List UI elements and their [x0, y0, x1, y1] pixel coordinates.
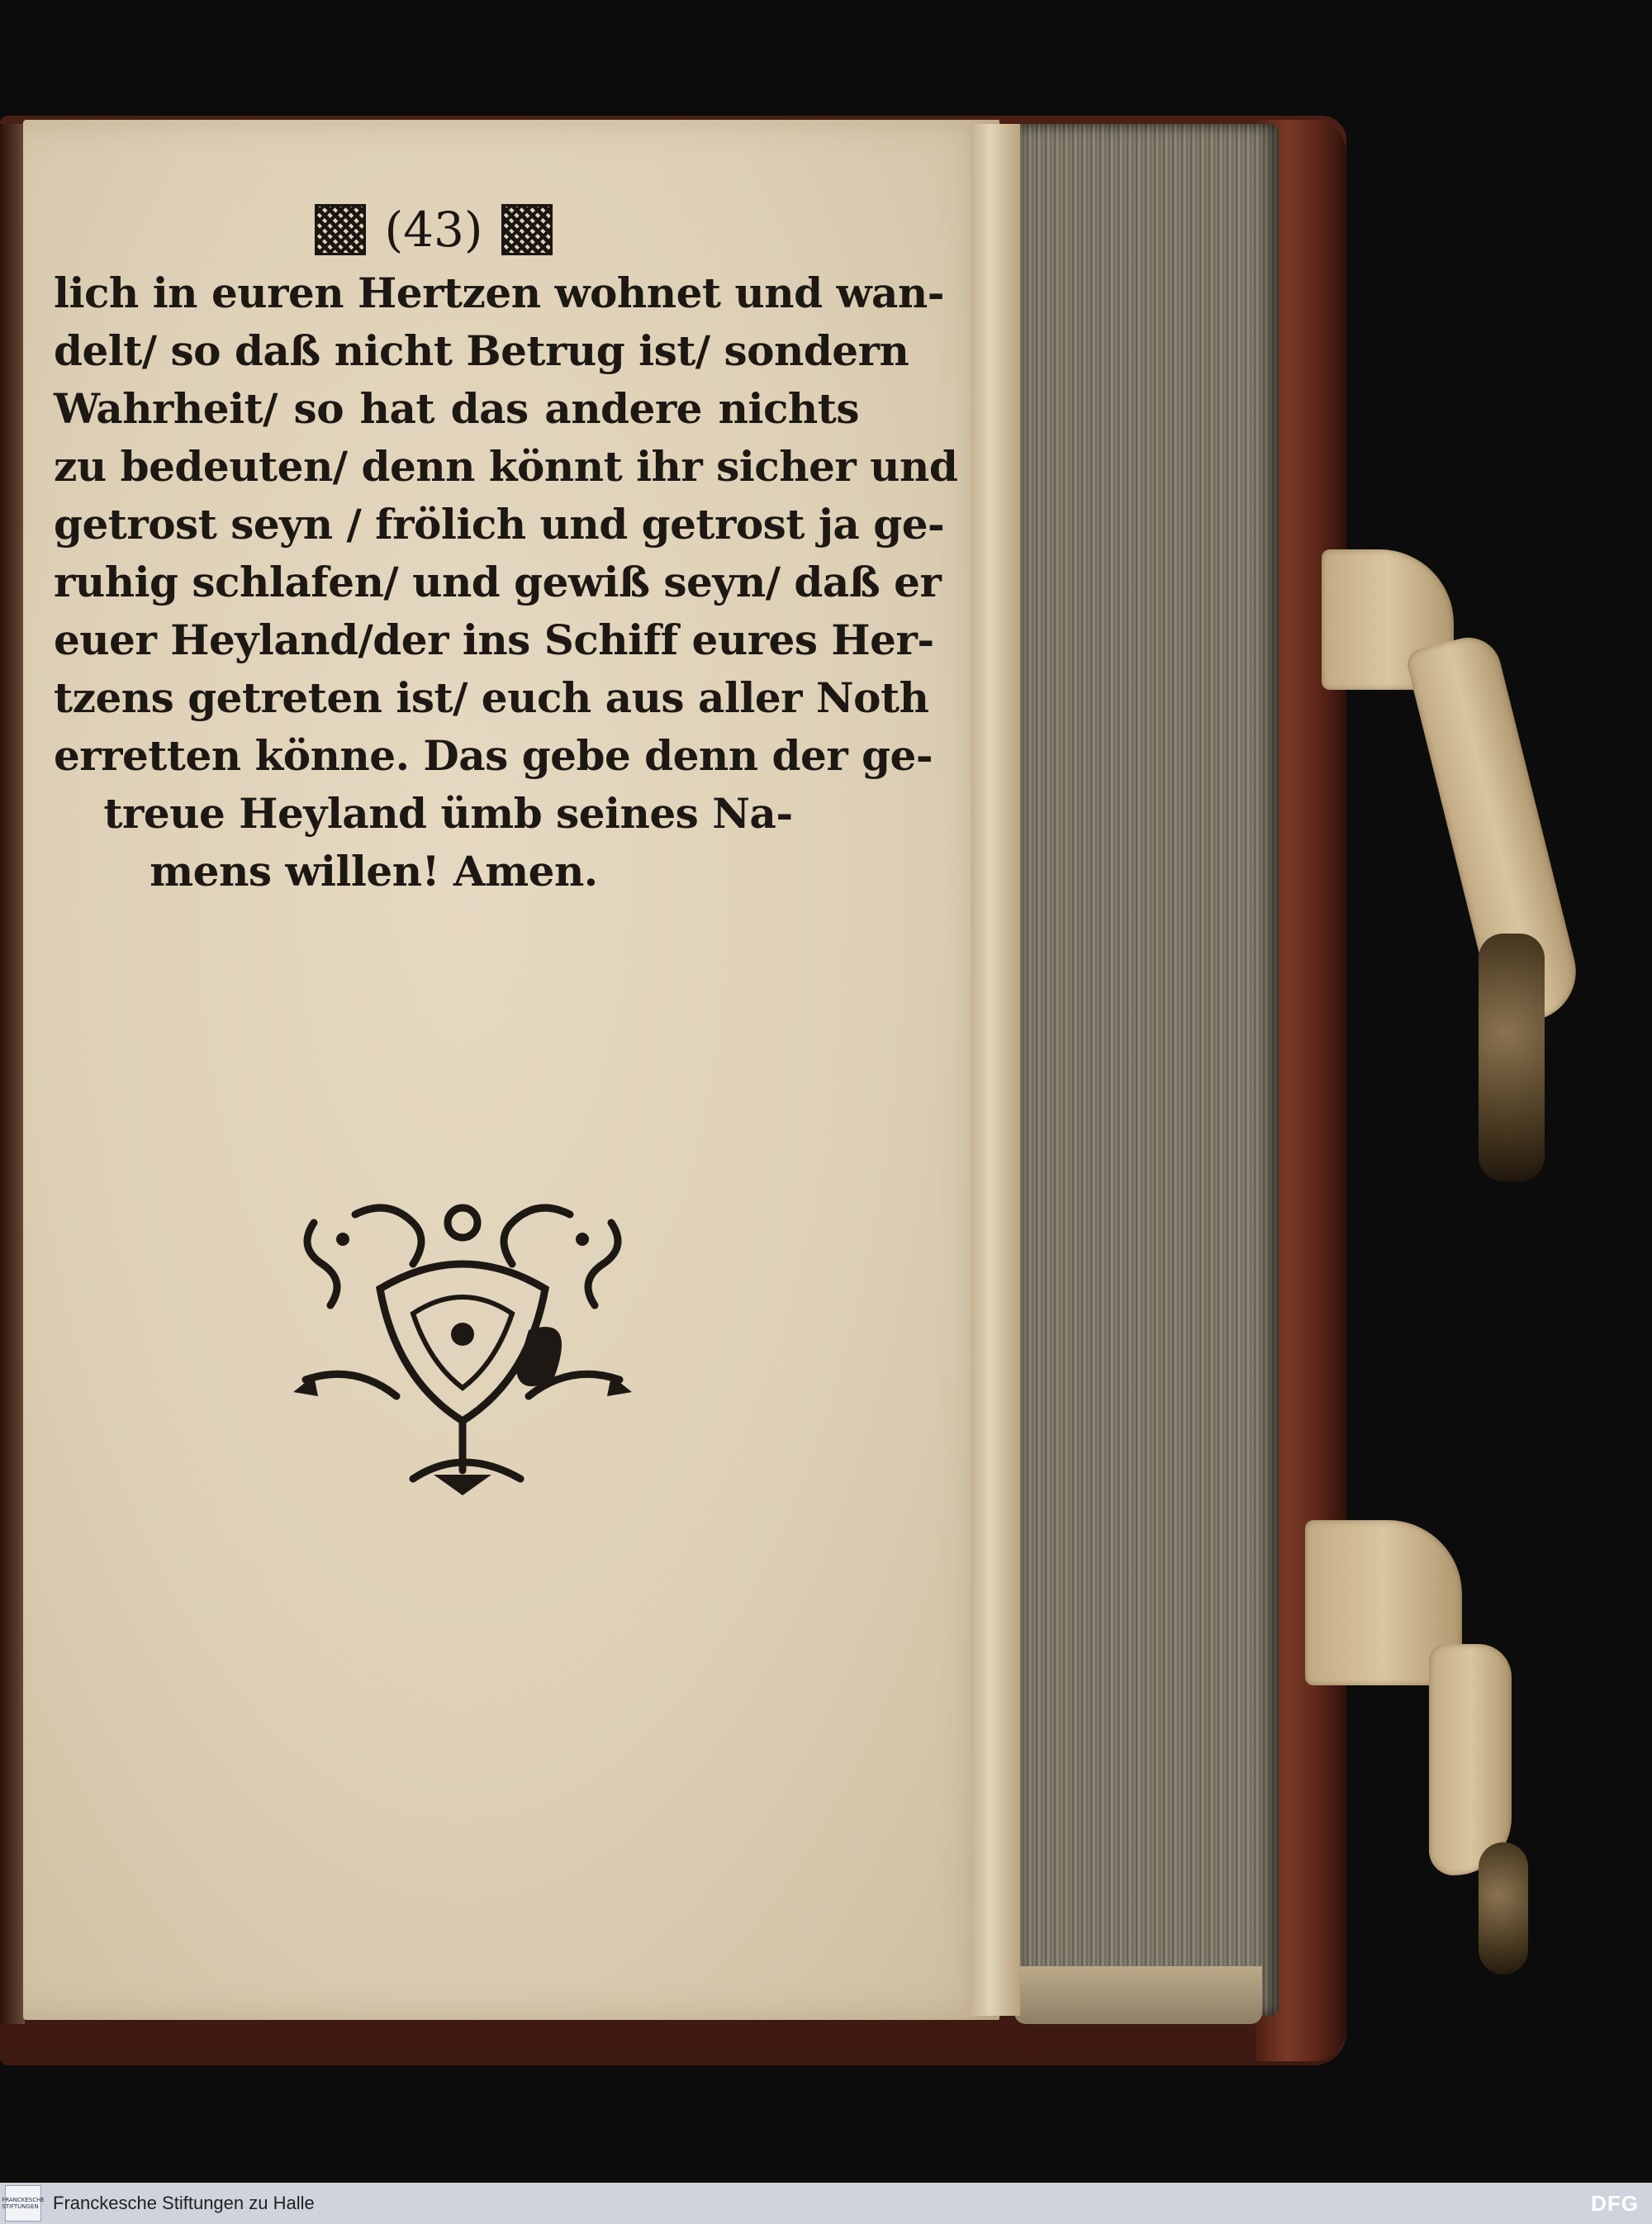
institution-name: Franckesche Stiftungen zu Halle: [53, 2193, 315, 2213]
header-ornament-left-icon: [315, 204, 366, 255]
body-text: [54, 264, 958, 901]
text-line: lich in euren Hertzen wohnet und wan-: [54, 268, 945, 317]
text-line: Wahrheit/ so hat das andere nichts: [54, 384, 859, 433]
funder-logo: DFG: [1591, 2190, 1639, 2216]
tailpiece-ornament-icon: [281, 1190, 644, 1504]
text-line: delt/ so daß nicht Betrug ist/ sondern: [54, 326, 909, 375]
page-block-bottom: [1014, 1966, 1262, 2024]
page-number: (43): [384, 202, 483, 258]
lower-clasp-metal: [1479, 1842, 1528, 1975]
page-header: [297, 197, 570, 263]
logo-text: FRANCKESCHE STIFTUNGEN: [2, 2197, 45, 2210]
text-line: treue Heyland ümb seines Na-: [103, 789, 793, 838]
text-line: erretten könne. Das gebe denn der ge-: [54, 731, 933, 780]
page-block-edges: [1014, 124, 1279, 2016]
lower-clasp-strap-end: [1429, 1644, 1512, 1875]
text-line: euer Heyland/der ins Schiff eures Her-: [54, 615, 934, 664]
cover-left-edge: [0, 124, 25, 2024]
text-line: tzens getreten ist/ euch aus aller Noth: [54, 673, 929, 722]
upper-clasp-metal: [1479, 934, 1545, 1181]
page-gutter: [971, 124, 1020, 2016]
text-line: ruhig schlafen/ und gewiß seyn/ daß er: [54, 558, 942, 606]
header-ornament-right-icon: [501, 204, 553, 255]
institution-logo-icon: [2, 2185, 45, 2222]
footer-bar: [0, 2183, 1652, 2224]
text-line: mens willen! Amen.: [150, 847, 598, 896]
text-line: zu bedeuten/ denn könnt ihr sicher und: [54, 442, 958, 491]
text-line: getrost seyn / frölich und getrost ja ge-: [54, 500, 945, 549]
